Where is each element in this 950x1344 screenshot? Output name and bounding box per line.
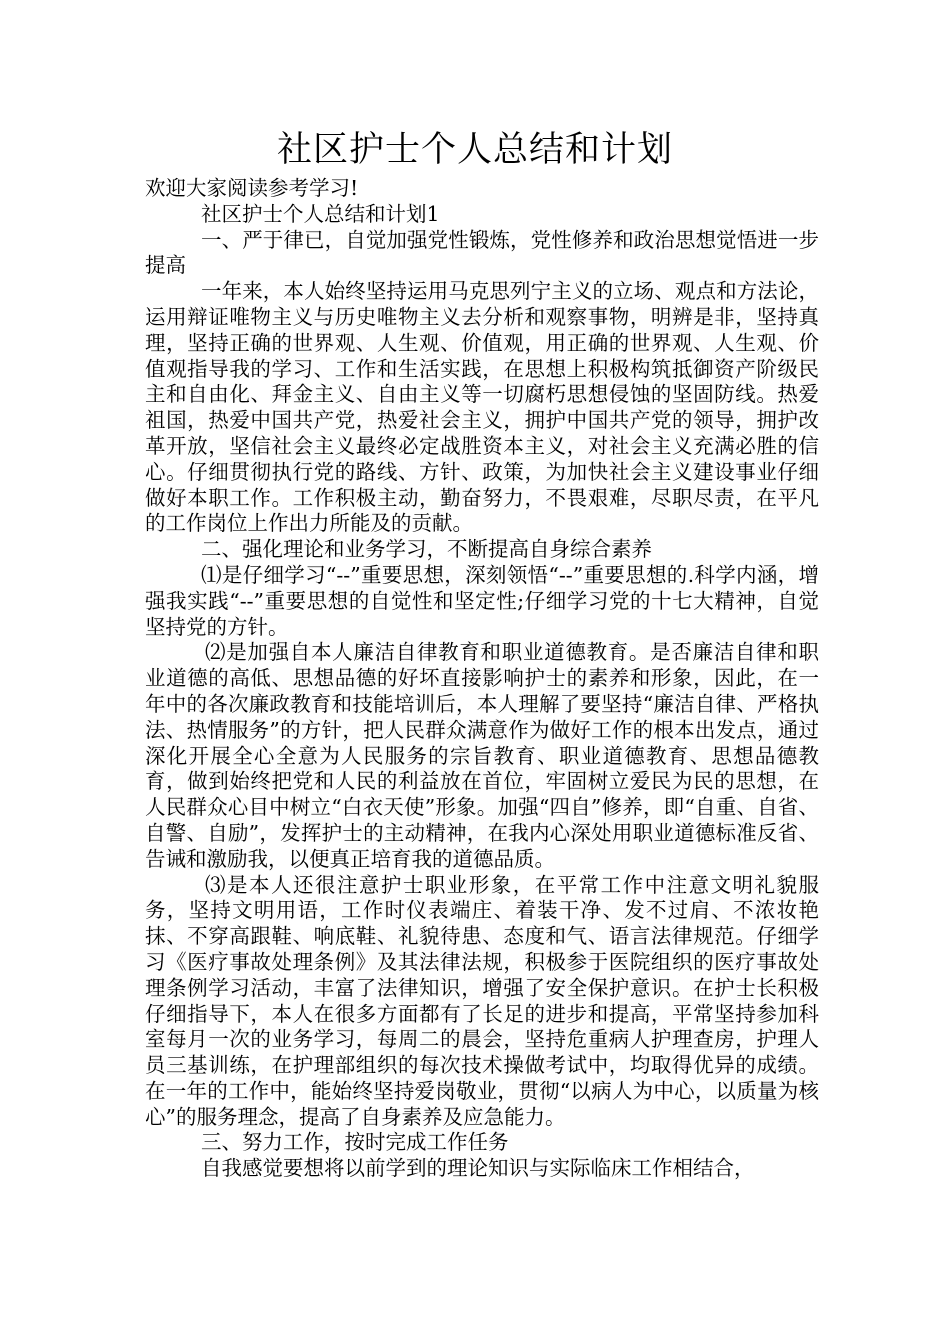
paragraph-greeting: 欢迎大家阅读参考学习! (145, 176, 359, 200)
paragraph-body-1: 一年来，本人始终坚持运用马克思列宁主义的立场、观点和方法论，运用辩证唯物主义与历史唯物主义去分析和观察事物，明辨是非，坚持真理，坚持正确的世界观、人生观、价值观，用正确的世界观、人生观、价值观指导我的学习、工作和生活实践，在思想上积极构筑抵御资产阶级民主和自由化、拜金主义、自由主义等一切腐朽思想侵蚀的坚固防线。热爱祖国，热爱中国共产党，热爱社会主义，拥护中国共产党的领导，拥护改革开放，坚信社会主义最终必定战胜资本主义，对社会主义充满必胜的信心。仔细贯彻执行党的路线、方针、政策，为加快社会主义建设事业仔细做好本职工作。工作积极主动，勤奋努力，不畏艰难，尽职尽责，在平凡的工作岗位上作出力所能及的贡献。 (145, 279, 819, 536)
document-body (145, 176, 819, 1182)
paragraph-heading-3: 三、努力工作，按时完成工作任务 (201, 1130, 509, 1155)
paragraph-heading-2: 二、强化理论和业务学习，不断提高自身综合素养 (201, 537, 652, 562)
paragraph-item-2: ⑵是加强自本人廉洁自律教育和职业道德教育。是否廉洁自律和职业道德的高低、思想品德的好坏直接影响护士的素养和形象，因此，在一年中的各次廉政教育和技能培训后，本人理解了要坚持“廉洁自律、严格执法、热情服务”的方针，把人民群众满意作为做好工作的根本出发点，通过深化开展全心全意为人民服务的宗旨教育、职业道德教育、思想品德教育，做到始终把党和人民的利益放在首位，牢固树立爱民为民的思想，在人民群众心目中树立“白衣天使”形象。加强“四自”修养，即“自重、自省、自警、自励”，发挥护士的主动精神，在我内心深处用职业道德标准反省、告诫和激励我，以便真正培育我的道德品质。 (145, 640, 819, 871)
paragraph-heading-1: 一、严于律已，自觉加强党性锻炼，党性修养和政治思想觉悟进一步提高 (145, 227, 819, 278)
paragraph-section-title: 社区护士个人总结和计划1 (201, 201, 440, 226)
document-title: 社区护士个人总结和计划 (276, 130, 673, 170)
paragraph-item-3: ⑶是本人还很注意护士职业形象，在平常工作中注意文明礼貌服务，坚持文明用语，工作时仪表端庄、着装干净、发不过肩、不浓妆艳抹、不穿高跟鞋、响底鞋、礼貌待患、态度和气、语言法律规范。仔细学习《医疗事故处理条例》及其法律法规，积极参于医院组织的医疗事故处理条例学习活动，丰富了法律知识，增强了安全保护意识。在护士长积极仔细指导下，本人在很多方面都有了长足的进步和提高，平常坚持参加科室每月一次的业务学习，每周二的晨会，坚持危重病人护理查房，护理人员三基训练，在护理部组织的每次技术操做考试中，均取得优异的成绩。在一年的工作中，能始终坚持爱岗敬业，贯彻“以病人为中心，以质量为核心”的服务理念，提高了自身素养及应急能力。 (145, 872, 819, 1129)
paragraph-item-1: ⑴是仔细学习“--”重要思想，深刻领悟“--”重要思想的.科学内涵，增强我实践“--”重要思想的自觉性和坚定性;仔细学习党的十七大精神，自觉坚持党的方针。 (145, 562, 819, 639)
paragraph-body-3: 自我感觉要想将以前学到的理论知识与实际临床工作相结合， (201, 1156, 755, 1181)
